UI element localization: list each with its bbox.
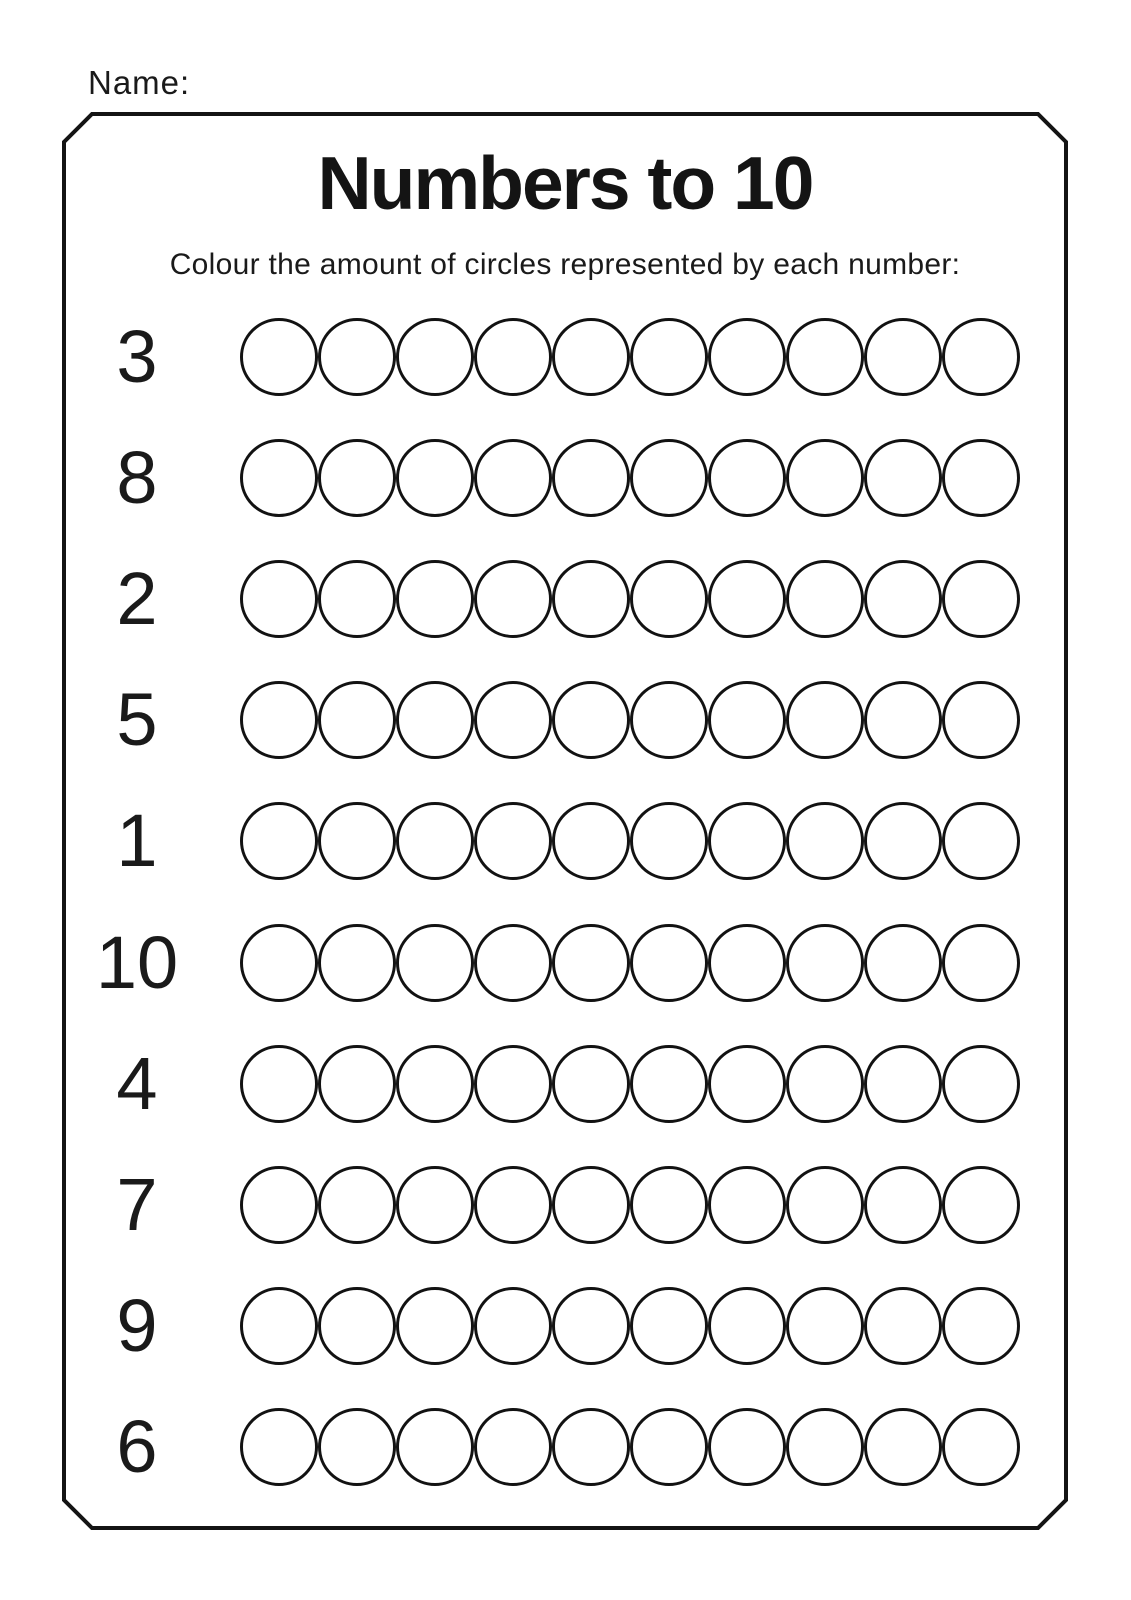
row-number: 4 xyxy=(116,1041,158,1125)
colour-circle[interactable] xyxy=(708,802,786,880)
colour-circle[interactable] xyxy=(630,1166,708,1244)
colour-circle[interactable] xyxy=(864,1045,942,1123)
row-number: 6 xyxy=(116,1405,158,1489)
colour-circle[interactable] xyxy=(396,1045,474,1123)
colour-circle[interactable] xyxy=(396,681,474,759)
colour-circle[interactable] xyxy=(942,318,1020,396)
colour-circle[interactable] xyxy=(708,924,786,1002)
colour-circle[interactable] xyxy=(552,1045,630,1123)
colour-circle[interactable] xyxy=(240,560,318,638)
colour-circle[interactable] xyxy=(396,1166,474,1244)
circle-strip xyxy=(240,802,1020,880)
colour-circle[interactable] xyxy=(318,1166,396,1244)
colour-circle[interactable] xyxy=(240,318,318,396)
worksheet-row xyxy=(62,781,1068,902)
colour-circle[interactable] xyxy=(786,1287,864,1365)
colour-circle[interactable] xyxy=(240,681,318,759)
colour-circle[interactable] xyxy=(474,1287,552,1365)
colour-circle[interactable] xyxy=(552,439,630,517)
worksheet-row xyxy=(62,1023,1068,1144)
colour-circle[interactable] xyxy=(240,1287,318,1365)
colour-circle[interactable] xyxy=(864,318,942,396)
colour-circle[interactable] xyxy=(630,1287,708,1365)
colour-circle[interactable] xyxy=(240,1045,318,1123)
rows-container xyxy=(62,296,1068,1508)
colour-circle[interactable] xyxy=(318,681,396,759)
instruction-text: Colour the amount of circles represented by each number: xyxy=(169,248,961,281)
colour-circle[interactable] xyxy=(942,1287,1020,1365)
colour-circle[interactable] xyxy=(864,681,942,759)
row-number: 5 xyxy=(116,678,158,762)
colour-circle[interactable] xyxy=(396,318,474,396)
colour-circle[interactable] xyxy=(318,560,396,638)
colour-circle[interactable] xyxy=(318,1408,396,1486)
row-number: 7 xyxy=(116,1162,158,1246)
worksheet-row xyxy=(62,1144,1068,1265)
colour-circle[interactable] xyxy=(396,802,474,880)
colour-circle[interactable] xyxy=(864,1408,942,1486)
circle-strip xyxy=(240,439,1020,517)
colour-circle[interactable] xyxy=(786,1045,864,1123)
colour-circle[interactable] xyxy=(474,1166,552,1244)
colour-circle[interactable] xyxy=(708,560,786,638)
circle-strip xyxy=(240,1287,1020,1365)
colour-circle[interactable] xyxy=(786,1166,864,1244)
colour-circle[interactable] xyxy=(708,439,786,517)
colour-circle[interactable] xyxy=(318,439,396,517)
colour-circle[interactable] xyxy=(474,1408,552,1486)
colour-circle[interactable] xyxy=(396,1408,474,1486)
colour-circle[interactable] xyxy=(786,439,864,517)
colour-circle[interactable] xyxy=(786,802,864,880)
colour-circle[interactable] xyxy=(786,681,864,759)
colour-circle[interactable] xyxy=(630,560,708,638)
colour-circle[interactable] xyxy=(552,1166,630,1244)
colour-circle[interactable] xyxy=(318,802,396,880)
worksheet-row xyxy=(62,1266,1068,1387)
colour-circle[interactable] xyxy=(630,318,708,396)
colour-circle[interactable] xyxy=(942,924,1020,1002)
colour-circle[interactable] xyxy=(864,924,942,1002)
colour-circle[interactable] xyxy=(396,924,474,1002)
colour-circle[interactable] xyxy=(786,1408,864,1486)
worksheet-frame xyxy=(62,112,1068,1530)
row-number: 1 xyxy=(116,799,158,883)
colour-circle[interactable] xyxy=(864,439,942,517)
colour-circle[interactable] xyxy=(240,1166,318,1244)
colour-circle[interactable] xyxy=(396,560,474,638)
colour-circle[interactable] xyxy=(708,681,786,759)
worksheet-row xyxy=(62,538,1068,659)
colour-circle[interactable] xyxy=(396,439,474,517)
colour-circle[interactable] xyxy=(942,439,1020,517)
colour-circle[interactable] xyxy=(552,1408,630,1486)
colour-circle[interactable] xyxy=(396,1287,474,1365)
colour-circle[interactable] xyxy=(240,924,318,1002)
colour-circle[interactable] xyxy=(318,924,396,1002)
worksheet-row xyxy=(62,1387,1068,1508)
colour-circle[interactable] xyxy=(318,318,396,396)
worksheet-row xyxy=(62,417,1068,538)
colour-circle[interactable] xyxy=(474,1045,552,1123)
circle-strip xyxy=(240,560,1020,638)
worksheet-title: Numbers to 10 xyxy=(317,141,813,225)
colour-circle[interactable] xyxy=(630,1408,708,1486)
colour-circle[interactable] xyxy=(708,1408,786,1486)
colour-circle[interactable] xyxy=(240,1408,318,1486)
row-number: 9 xyxy=(116,1284,158,1368)
colour-circle[interactable] xyxy=(552,318,630,396)
colour-circle[interactable] xyxy=(552,681,630,759)
colour-circle[interactable] xyxy=(864,1166,942,1244)
colour-circle[interactable] xyxy=(318,1045,396,1123)
colour-circle[interactable] xyxy=(630,681,708,759)
colour-circle[interactable] xyxy=(708,318,786,396)
colour-circle[interactable] xyxy=(630,802,708,880)
colour-circle[interactable] xyxy=(474,318,552,396)
row-number: 2 xyxy=(116,556,158,640)
colour-circle[interactable] xyxy=(864,802,942,880)
circle-strip xyxy=(240,924,1020,1002)
colour-circle[interactable] xyxy=(552,1287,630,1365)
colour-circle[interactable] xyxy=(864,1287,942,1365)
colour-circle[interactable] xyxy=(474,681,552,759)
colour-circle[interactable] xyxy=(474,924,552,1002)
colour-circle[interactable] xyxy=(942,681,1020,759)
row-number: 3 xyxy=(116,314,158,398)
colour-circle[interactable] xyxy=(474,560,552,638)
colour-circle[interactable] xyxy=(708,1287,786,1365)
colour-circle[interactable] xyxy=(474,802,552,880)
circle-strip xyxy=(240,1045,1020,1123)
colour-circle[interactable] xyxy=(630,1045,708,1123)
row-number: 10 xyxy=(95,920,179,1004)
colour-circle[interactable] xyxy=(786,318,864,396)
colour-circle[interactable] xyxy=(474,439,552,517)
colour-circle[interactable] xyxy=(786,924,864,1002)
colour-circle[interactable] xyxy=(864,560,942,638)
circle-strip xyxy=(240,1408,1020,1486)
colour-circle[interactable] xyxy=(786,560,864,638)
colour-circle[interactable] xyxy=(630,439,708,517)
worksheet-row xyxy=(62,660,1068,781)
colour-circle[interactable] xyxy=(942,1166,1020,1244)
colour-circle[interactable] xyxy=(708,1166,786,1244)
colour-circle[interactable] xyxy=(240,802,318,880)
colour-circle[interactable] xyxy=(552,560,630,638)
colour-circle[interactable] xyxy=(942,1408,1020,1486)
circle-strip xyxy=(240,318,1020,396)
circle-strip xyxy=(240,1166,1020,1244)
row-number: 8 xyxy=(116,435,158,519)
colour-circle[interactable] xyxy=(708,1045,786,1123)
colour-circle[interactable] xyxy=(942,802,1020,880)
colour-circle[interactable] xyxy=(552,924,630,1002)
circle-strip xyxy=(240,681,1020,759)
colour-circle[interactable] xyxy=(552,802,630,880)
colour-circle[interactable] xyxy=(630,924,708,1002)
colour-circle[interactable] xyxy=(240,439,318,517)
name-label: Name: xyxy=(88,64,191,101)
worksheet-row xyxy=(62,296,1068,417)
colour-circle[interactable] xyxy=(942,560,1020,638)
colour-circle[interactable] xyxy=(942,1045,1020,1123)
worksheet-row xyxy=(62,902,1068,1023)
colour-circle[interactable] xyxy=(318,1287,396,1365)
